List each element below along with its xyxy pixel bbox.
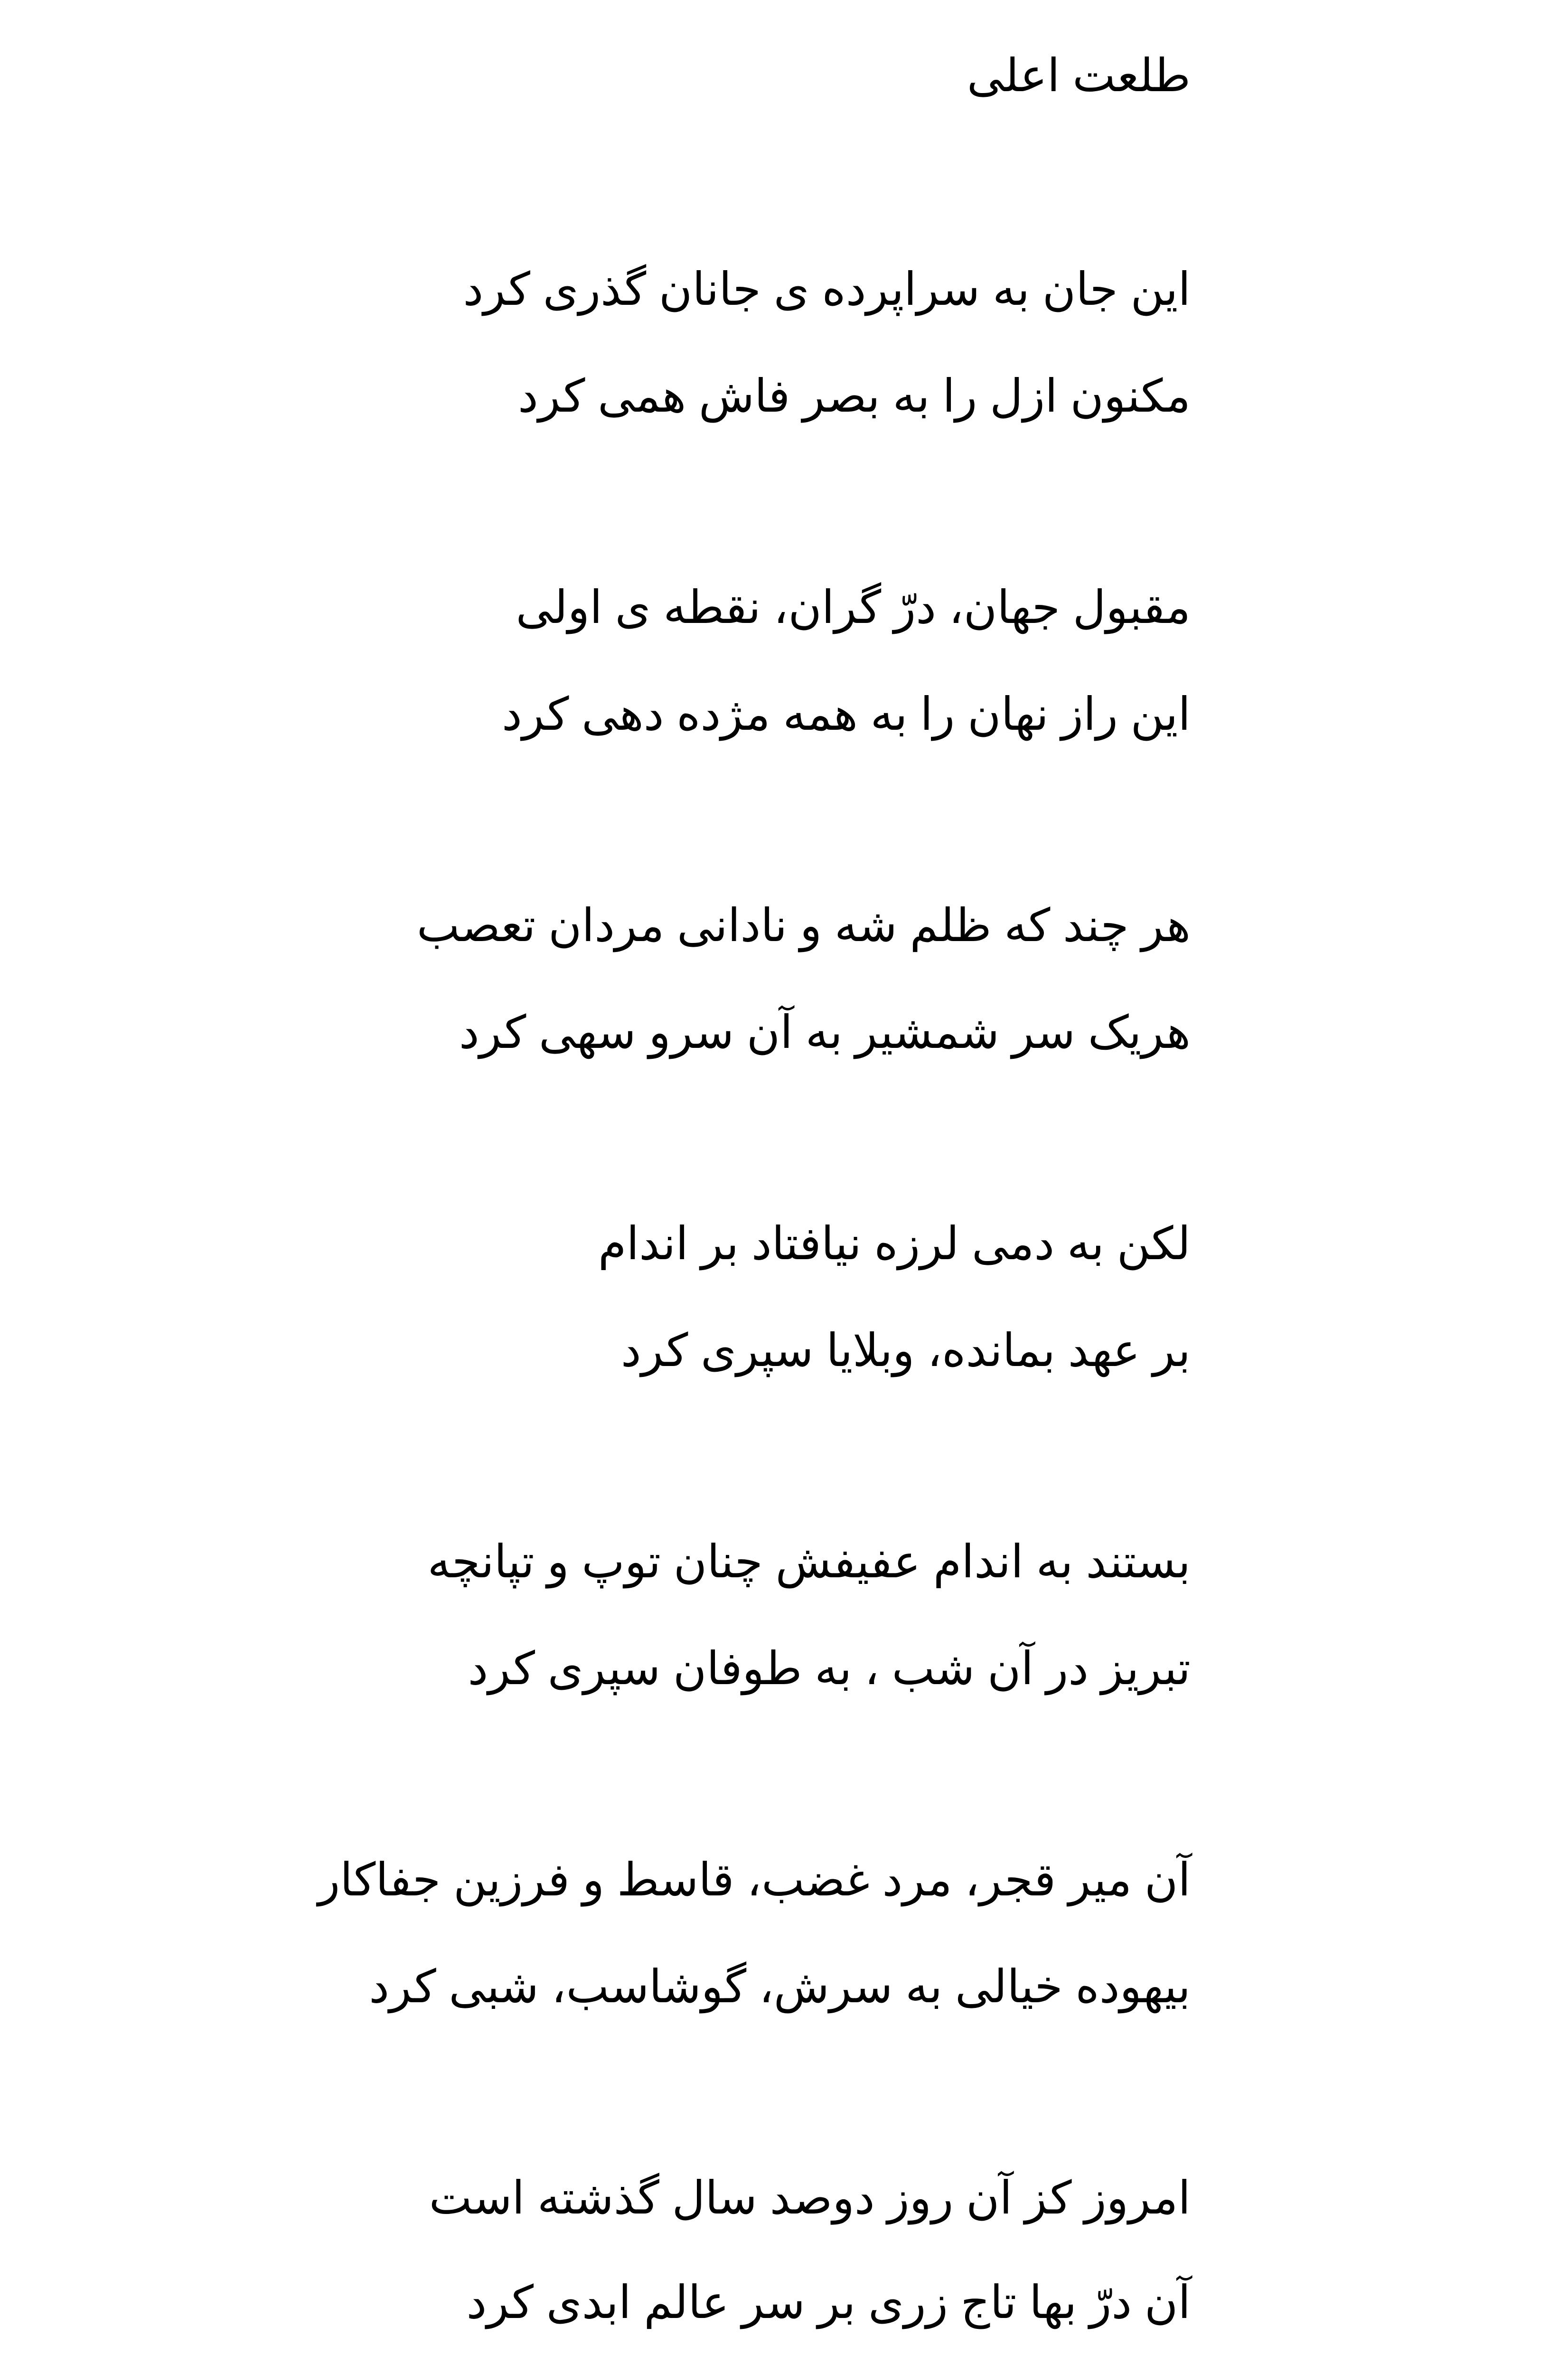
stanza-5-line-2: تبریز در آن شب ، به طوفان سپری کرد bbox=[468, 1643, 1191, 1694]
stanza-3-line-1: هر چند که ظلم شه و نادانی مردان تعصب bbox=[416, 900, 1191, 951]
stanza-2-line-1: مقبول جهان، درّ گران، نقطه ی اولی bbox=[516, 582, 1191, 633]
stanza-2-line-2: این راز نهان را به همه مژده دهی کرد bbox=[501, 689, 1191, 740]
stanza-6-line-2: بیهوده خیالی به سرش، گوشاسب، شبی کرد bbox=[369, 1961, 1191, 2012]
stanza-4-line-2: بر عهد بمانده، وبلایا سپری کرد bbox=[620, 1325, 1191, 1376]
stanza-6-line-1: آن میر قجر، مرد غضب، قاسط و فرزین جفاکار bbox=[318, 1855, 1191, 1905]
stanza-4-line-1: لکن به دمی لرزه نیافتاد بر اندام bbox=[598, 1218, 1191, 1269]
poem-title: طلعت اعلی bbox=[967, 50, 1191, 101]
stanza-7-line-2: آن درّ بها تاج زری بر سر عالم ابدی کرد bbox=[466, 2277, 1191, 2328]
stanza-1-line-1: این جان به سراپرده ی جانان گذری کرد bbox=[463, 264, 1191, 315]
stanza-7-line-1: امروز کز آن روز دوصد سال گذشته است bbox=[429, 2173, 1191, 2223]
stanza-5-line-1: بستند به اندام عفیفش چنان توپ و تپانچه bbox=[427, 1536, 1191, 1587]
stanza-3-line-2: هریک سر شمشیر به آن سرو سهی کرد bbox=[459, 1007, 1191, 1058]
stanza-1-line-2: مکنون ازل را به بصر فاش همی کرد bbox=[517, 371, 1191, 422]
